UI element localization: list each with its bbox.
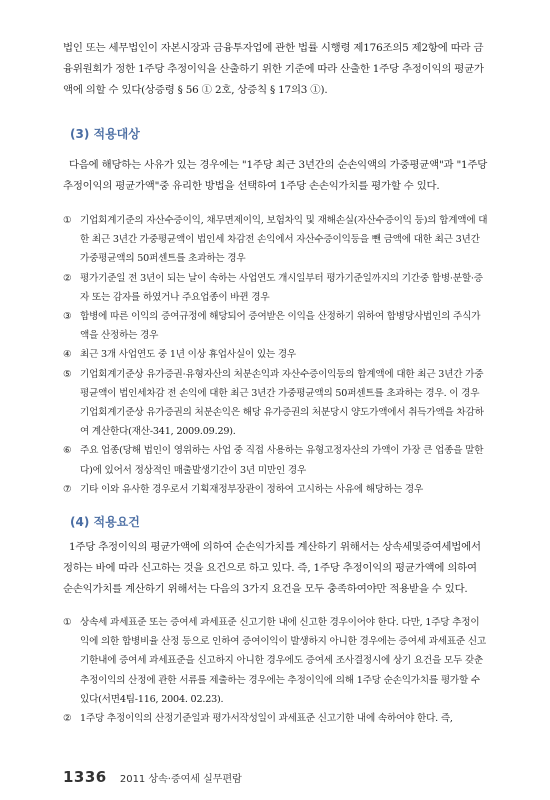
- list-item: [63, 307, 488, 345]
- page-number: 1336: [63, 768, 107, 786]
- item-number: ①: [63, 215, 72, 226]
- list-item: [63, 441, 488, 479]
- item-text: 기타 이와 유사한 경우로서 기획재정부장관이 정하여 고시하는 사유에 해당하는 경우: [80, 483, 424, 495]
- item-number: ④: [63, 349, 72, 361]
- list-item: [63, 613, 488, 709]
- item-text: 평가기준일 전 3년이 되는 날이 속하는 사업연도 개시일부터 평가기준일까지의 기간중 합병·분할·증자 또는 감자를 하였거나 주요업종이 바뀐 경우: [80, 272, 483, 303]
- section-3-list: [63, 211, 488, 499]
- list-item: [63, 480, 488, 499]
- item-number: ①: [63, 617, 72, 628]
- section-3-heading: (3) 적용대상: [70, 127, 140, 141]
- item-number: ⑦: [63, 483, 72, 495]
- item-text: 합병에 따른 이익의 증여규정에 해당되어 증여받은 이익을 산정하기 위하여 합병당사법인의 주식가액을 산정하는 경우: [80, 311, 481, 342]
- section-3-paragraph: 다음에 해당하는 사유가 있는 경우에는 "1주당 최근 3년간의 순손익액의 가중평균액"과 "1주당 추정이익의 평균가액"중 유리한 방법을 선택하여 1주당 손손익가치를 평가할 수 있다.: [63, 159, 488, 192]
- list-item: [63, 345, 488, 364]
- item-text: 최근 3개 사업연도 중 1년 이상 휴업사실이 있는 경우: [80, 349, 296, 361]
- item-number: ②: [63, 713, 72, 725]
- item-text: 1주당 추정이익의 산정기준일과 평가서작성일이 과세표준 신고기한 내에 속하여야 한다. 즉,: [80, 713, 453, 725]
- page-footer: [63, 767, 242, 786]
- item-number: ③: [63, 311, 72, 323]
- section-4-list: [63, 613, 488, 728]
- list-item: [63, 709, 488, 728]
- list-item: [63, 365, 488, 442]
- section-4-heading: (4) 적용요건: [70, 515, 140, 529]
- section-4-paragraph: 1주당 추정이익의 평균가액에 의하여 순손익가치를 계산하기 위해서는 상속세및증여세법에서 정하는 바에 따라 신고하는 것을 요건으로 하고 있다. 즉, 1주당 추정이익의 평균가액에 의하여 순손익가치를 계산하기 위해서는 다음의 3가지 요건을 모두 충족하여야만 적용받을 수 있다.: [63, 541, 481, 595]
- intro-paragraph: 법인 또는 세무법인이 자본시장과 금융투자업에 관한 법률 시행령 제176조의5 제2항에 따라 금융위원회가 정한 1주당 추정이익을 산출하기 위한 기준에 따라 산출한 1주당 추정이익의 평균가액에 의할 수 있다(상증령 § 56 ① 2호, 상증칙 § 17의3 ①).: [63, 42, 484, 96]
- book-title: 2011 상속·증여세 실무편람: [119, 774, 242, 785]
- item-text: 주요 업종(당해 법인이 영위하는 사업 중 직접 사용하는 유형고정자산의 가액이 가장 큰 업종을 말한다)에 있어서 정상적인 매출발생기간이 3년 미만인 경우: [80, 445, 484, 476]
- item-text: 상속세 과세표준 또는 증여세 과세표준 신고기한 내에 신고한 경우이어야 한다. 다만, 1주당 추정이익에 의한 합병비율 산정 등으로 인하여 증여이익이 발생하지 아니한 경우에는 증여세 과세표준 신고기한내에 증여세 과세표준을 신고하지 아니한 경우에도 증여세 조사결정시에 상기 요건을 모두 갖춘 추정이익의 산정에 관한 서류를 제출하는 경우에는 추정이익에 의해 1주당 순손익가치를 평가할 수 있다(서면4팀-116, 2004. 02.23).: [80, 617, 486, 705]
- list-item: [63, 269, 488, 307]
- item-number: ⑤: [63, 368, 72, 380]
- list-item: [63, 211, 488, 269]
- item-number: ②: [63, 272, 72, 284]
- item-number: ⑥: [63, 445, 72, 457]
- item-text: 기업회계기준상 유가증권·유형자산의 처분손익과 자산수증이익등의 합계액에 대한 최근 3년간 가중평균액이 법인세차감 전 손익에 대한 최근 3년간 가중평균액의 50퍼센트를 초과하는 경우. 이 경우 기업회계기준상 유가증권의 처분손익은 해당 유가증권의 처분당시 양도가액에서 취득가액을 차감하여 계산한다(재산-341, 2009.09.29).: [80, 368, 484, 438]
- item-text: 기업회계기준의 자산수증이익, 채무면제이익, 보험차익 및 재해손실(자산수증이익 등)의 합계액에 대한 최근 3년간 가중평균액이 법인세 차감전 손익에서 자산수증이익등을 뺀 금액에 대한 최근 3년간 가중평균액의 50퍼센트를 초과하는 경우: [80, 215, 488, 265]
